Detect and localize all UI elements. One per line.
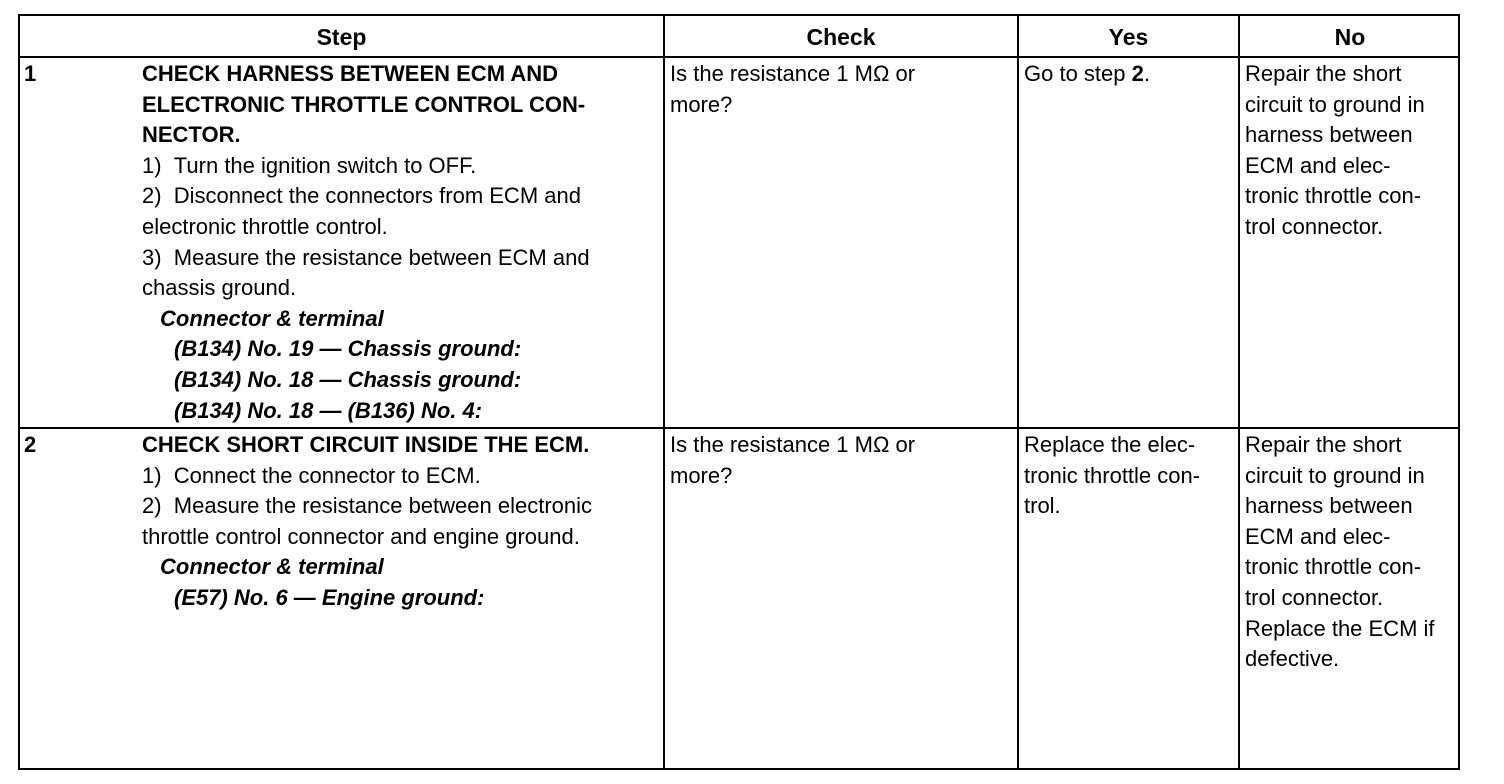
step-instruction-line: 2) Measure the resistance between electronic <box>142 493 593 519</box>
step-instruction-line: 2) Disconnect the connectors from ECM and <box>142 183 581 209</box>
header-no: No <box>1334 23 1366 50</box>
yes-prefix: Go to step <box>1024 61 1132 86</box>
header-step: Step <box>316 23 367 50</box>
no-line: tronic throttle con- <box>1245 554 1422 580</box>
step-title-line: CHECK SHORT CIRCUIT INSIDE THE ECM. <box>142 432 590 457</box>
no-line: ECM and elec- <box>1245 523 1391 549</box>
check-cell <box>670 430 1010 491</box>
yes-line: trol. <box>1024 493 1061 519</box>
no-line: trol connector. <box>1245 213 1384 239</box>
no-line: harness between <box>1245 493 1413 519</box>
yes-line: tronic throttle con- <box>1024 462 1201 488</box>
no-line: harness between <box>1245 122 1413 148</box>
no-line: circuit to ground in <box>1245 91 1425 117</box>
check-cell <box>670 59 1010 120</box>
step-cell <box>142 430 660 614</box>
spec-line: (B134) No. 18 — Chassis ground: <box>174 366 522 392</box>
diagnostic-table <box>18 14 1460 770</box>
column-divider <box>1017 16 1019 768</box>
column-divider <box>1238 16 1240 768</box>
no-cell <box>1245 59 1460 243</box>
row-divider <box>20 427 1458 429</box>
step-number: 1 <box>24 61 37 86</box>
spec-line: (E57) No. 6 — Engine ground: <box>174 584 485 610</box>
step-instruction-line: 1) Turn the ignition switch to OFF. <box>142 152 477 178</box>
no-line: tronic throttle con- <box>1245 183 1422 209</box>
step-instruction-line: throttle control connector and engine ground. <box>142 523 580 549</box>
step-title-line: CHECK HARNESS BETWEEN ECM AND <box>142 61 558 86</box>
column-divider <box>663 16 665 768</box>
header-yes: Yes <box>1108 23 1149 50</box>
no-line: Replace the ECM if <box>1245 615 1435 641</box>
no-line: circuit to ground in <box>1245 462 1425 488</box>
step-instruction-line: 3) Measure the resistance between ECM and <box>142 244 590 270</box>
check-line: more? <box>670 91 733 117</box>
yes-cell <box>1024 430 1236 522</box>
spec-heading: Connector & terminal <box>160 305 384 331</box>
spec-heading: Connector & terminal <box>160 554 384 580</box>
step-title-line: ELECTRONIC THROTTLE CONTROL CON- <box>142 91 586 117</box>
step-instruction-line: electronic throttle control. <box>142 213 388 239</box>
spec-line: (B134) No. 18 — (B136) No. 4: <box>174 397 483 423</box>
yes-line: Replace the elec- <box>1024 432 1196 457</box>
check-line: more? <box>670 462 733 488</box>
spec-line: (B134) No. 19 — Chassis ground: <box>174 336 522 362</box>
step-number: 2 <box>24 432 37 457</box>
no-line: Repair the short <box>1245 61 1402 86</box>
no-line: defective. <box>1245 646 1340 672</box>
check-line: Is the resistance 1 MΩ or <box>670 61 916 86</box>
step-instruction-line: chassis ground. <box>142 275 297 301</box>
no-cell <box>1245 430 1460 675</box>
no-line: ECM and elec- <box>1245 152 1391 178</box>
no-line: Repair the short <box>1245 432 1402 457</box>
check-line: Is the resistance 1 MΩ or <box>670 432 916 457</box>
yes-line <box>1024 59 1236 90</box>
yes-cell <box>1024 59 1236 90</box>
step-cell <box>142 59 660 426</box>
step-title-line: NECTOR. <box>142 122 241 148</box>
header-check: Check <box>806 23 876 50</box>
no-line: trol connector. <box>1245 584 1384 610</box>
yes-suffix: . <box>1143 61 1150 86</box>
step-instruction-line: 1) Connect the connector to ECM. <box>142 462 481 488</box>
yes-step-ref: 2 <box>1131 61 1144 86</box>
